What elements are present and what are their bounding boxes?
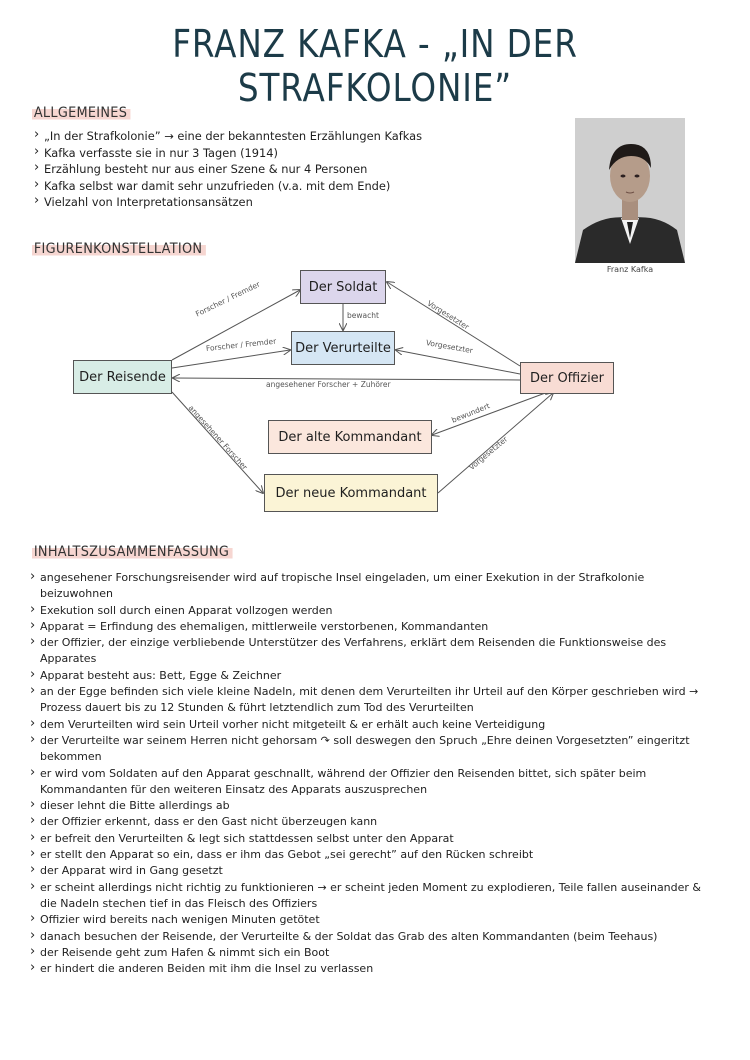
node-neue-kommandant bbox=[264, 474, 438, 512]
list-item: › dieser lehnt die Bitte allerdings ab bbox=[28, 798, 718, 814]
edge-label-bewundert: bewundert bbox=[450, 401, 492, 425]
edge-offizier-alte-kommandant bbox=[432, 392, 548, 435]
list-item: › Apparat = Erfindung des ehemaligen, mittlerweile verstorbenen, Kommandanten bbox=[28, 619, 718, 635]
list-item: › Offizier wird bereits nach wenigen Minuten getötet bbox=[28, 912, 718, 928]
list-item: › der Offizier erkennt, dass er den Gast nicht überzeugen kann bbox=[28, 814, 718, 830]
node-reisende bbox=[73, 360, 172, 394]
list-item: › der Apparat wird in Gang gesetzt bbox=[28, 863, 718, 879]
list-item: › Vielzahl von Interpretationsansätzen bbox=[32, 194, 422, 211]
node-verurteilte-label: Der Verurteilte bbox=[295, 340, 391, 356]
inhalt-list bbox=[28, 570, 718, 977]
list-item: › er scheint allerdings nicht richtig zu funktionieren → er scheint jeden Moment zu explodieren, Teile fallen auseinander & die Nadeln stechen tief in das Fleisch des Offiziers bbox=[28, 880, 718, 913]
edge-label-angesehener: angesehener Forscher + Zuhörer bbox=[266, 380, 391, 389]
section-heading-figurenkonstellation: FIGURENKONSTELLATION bbox=[32, 240, 206, 257]
portrait-illustration bbox=[575, 118, 685, 263]
edge-label-forscher-fremder-1: Forscher / Fremder bbox=[194, 279, 262, 319]
node-verurteilte bbox=[291, 331, 395, 365]
node-soldat bbox=[300, 270, 386, 304]
list-item: › Apparat besteht aus: Bett, Egge & Zeichner bbox=[28, 668, 718, 684]
node-alte-kommandant bbox=[268, 420, 432, 454]
list-item: › der Offizier, der einzige verbliebende Unterstützer des Verfahrens, erklärt dem Reisenden die Funktionsweise des Apparates bbox=[28, 635, 718, 668]
list-item: › er wird vom Soldaten auf den Apparat geschnallt, während der Offizier den Reisenden bittet, sich später beim Kommandanten für den weiteren Einsatz des Apparats auszusprechen bbox=[28, 766, 718, 799]
portrait-caption: Franz Kafka bbox=[606, 265, 654, 274]
node-neue-kommandant-label: Der neue Kommandant bbox=[275, 485, 427, 501]
list-item: › an der Egge befinden sich viele kleine Nadeln, mit denen dem Verurteilten ihr Urteil auf den Körper geschrieben wird → Prozess dauert bis zu 12 Stunden & führt letztendlich zum Tod des Verurteilten bbox=[28, 684, 718, 717]
list-item: › dem Verurteilten wird sein Urteil vorher nicht mitgeteilt & er erhält auch keine Verteidigung bbox=[28, 717, 718, 733]
list-item: › der Verurteilte war seinem Herren nicht gehorsam ↷ soll deswegen den Spruch „Ehre deinen Vorgesetzten” eingeritzt bekommen bbox=[28, 733, 718, 766]
edge-offizier-verurteilte bbox=[396, 350, 520, 374]
page-title: FRANZ KAFKA - „IN DER STRAFKOLONIE” bbox=[172, 22, 578, 110]
list-item: › danach besuchen der Reisende, der Verurteilte & der Soldat das Grab des alten Kommandanten (beim Teehaus) bbox=[28, 929, 718, 945]
character-constellation-diagram bbox=[0, 260, 750, 530]
node-alte-kommandant-label: Der alte Kommandant bbox=[278, 429, 422, 445]
edge-label-forscher-fremder-2: Forscher / Fremder bbox=[205, 336, 277, 353]
edge-label-vorgesetzter-1: Vorgesetzter bbox=[425, 298, 471, 332]
node-soldat-label: Der Soldat bbox=[308, 279, 378, 295]
node-offizier-label: Der Offizier bbox=[529, 370, 605, 386]
edge-label-vorgesetzter-2: Vorgesetzter bbox=[425, 338, 474, 356]
list-item: › er hindert die anderen Beiden mit ihm die Insel zu verlassen bbox=[28, 961, 718, 977]
list-item: › der Reisende geht zum Hafen & nimmt sich ein Boot bbox=[28, 945, 718, 961]
kafka-portrait-photo bbox=[575, 118, 685, 263]
list-item: › Kafka selbst war damit sehr unzufrieden (v.a. mit dem Ende) bbox=[32, 178, 422, 195]
list-item: › Kafka verfasste sie in nur 3 Tagen (1914) bbox=[32, 145, 422, 162]
allgemeines-list bbox=[32, 128, 422, 211]
list-item: › er befreit den Verurteilten & legt sich stattdessen selbst unter den Apparat bbox=[28, 831, 718, 847]
section-heading-inhaltszusammenfassung: INHALTSZUSAMMENFASSUNG bbox=[32, 543, 233, 560]
section-heading-allgemeines: ALLGEMEINES bbox=[32, 104, 131, 121]
edge-label-angesehener-forscher: angesehener Forscher bbox=[186, 403, 250, 472]
edge-label-bewacht: bewacht bbox=[347, 311, 379, 320]
list-item: › angesehener Forschungsreisender wird auf tropische Insel eingeladen, um einer Exekution in der Strafkolonie beizuwohnen bbox=[28, 570, 718, 603]
list-item: › er stellt den Apparat so ein, dass er ihm das Gebot „sei gerecht” auf den Rücken schreibt bbox=[28, 847, 718, 863]
list-item: › „In der Strafkolonie” → eine der bekanntesten Erzählungen Kafkas bbox=[32, 128, 422, 145]
node-offizier bbox=[520, 362, 614, 394]
edge-label-vorgesetzter-3: Vorgesetzter bbox=[467, 434, 510, 472]
list-item: › Exekution soll durch einen Apparat vollzogen werden bbox=[28, 603, 718, 619]
edge-reisende-verurteilte bbox=[172, 350, 290, 368]
node-reisende-label: Der Reisende bbox=[79, 369, 166, 385]
list-item: › Erzählung besteht nur aus einer Szene & nur 4 Personen bbox=[32, 161, 422, 178]
